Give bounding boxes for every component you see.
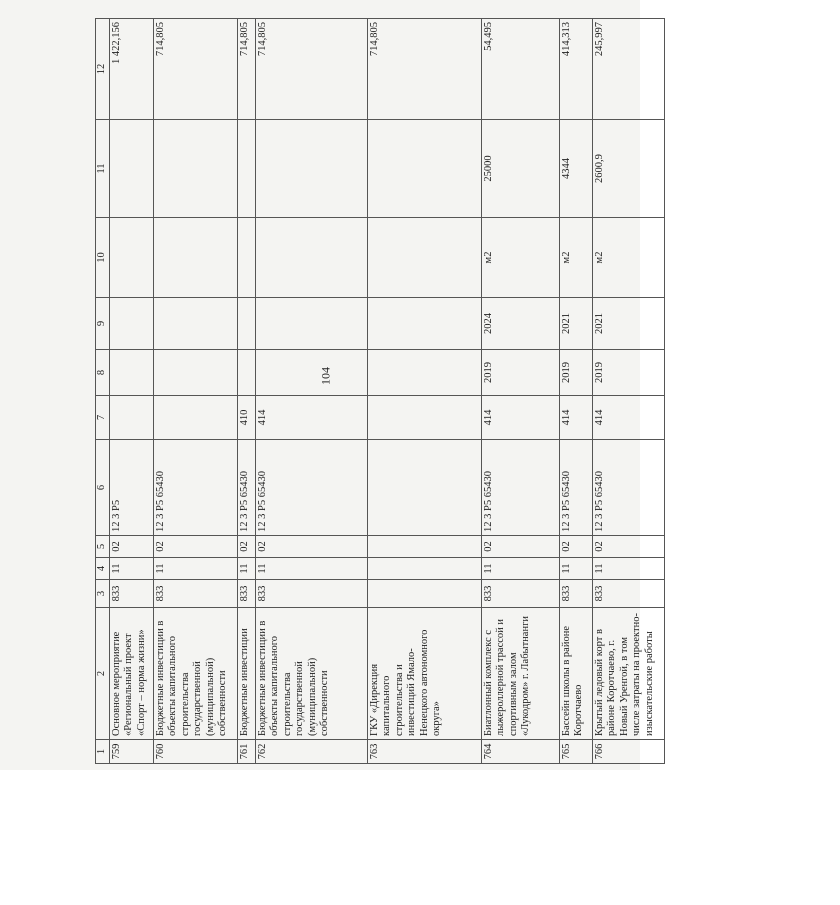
column-header: 1 xyxy=(96,740,110,764)
table-cell xyxy=(109,218,153,298)
column-header: 2 xyxy=(96,608,110,740)
table-cell: 2600,9 xyxy=(592,120,664,218)
table-cell xyxy=(153,298,237,350)
column-header: 8 xyxy=(96,350,110,396)
table-row xyxy=(481,19,559,764)
table-row xyxy=(153,19,237,764)
table-cell: 761 xyxy=(237,740,255,764)
column-header: 7 xyxy=(96,396,110,440)
table-cell: Бюджетные инвестиции в объекты капитального строительства государственной (муниципальной) собственности xyxy=(255,608,367,740)
table-cell: 54,495 xyxy=(481,19,559,120)
table-cell: 12 3 P5 65430 xyxy=(255,440,367,536)
table-cell xyxy=(153,218,237,298)
table-row xyxy=(592,19,664,764)
table-cell: 245,997 xyxy=(592,19,664,120)
table-cell: 764 xyxy=(481,740,559,764)
table-cell: 02 xyxy=(255,536,367,558)
column-header: 4 xyxy=(96,558,110,580)
column-header: 12 xyxy=(96,19,110,120)
table-cell xyxy=(367,558,481,580)
table-cell: Крытый ледовый корт в районе Коротчаево, г. Новый Уренгой, в том числе затраты на проектно-изыскательские работы xyxy=(592,608,664,740)
table-cell xyxy=(109,120,153,218)
table-cell: 12 3 P5 65430 xyxy=(481,440,559,536)
table-cell: 12 3 P5 65430 xyxy=(592,440,664,536)
table-cell: 11 xyxy=(559,558,592,580)
table-cell: 410 xyxy=(237,396,255,440)
table-cell: 763 xyxy=(367,740,481,764)
table-cell: 833 xyxy=(592,580,664,608)
table-cell: 11 xyxy=(109,558,153,580)
table-cell: 12 3 P5 65430 xyxy=(153,440,237,536)
table-cell: 11 xyxy=(592,558,664,580)
table-cell xyxy=(367,298,481,350)
table-cell xyxy=(153,396,237,440)
table-row xyxy=(255,19,367,764)
table-cell xyxy=(109,298,153,350)
table-cell: 11 xyxy=(481,558,559,580)
table-cell: 833 xyxy=(559,580,592,608)
table-cell: 02 xyxy=(109,536,153,558)
table-cell: 762 xyxy=(255,740,367,764)
table-cell: 11 xyxy=(255,558,367,580)
table-cell: м2 xyxy=(559,218,592,298)
table-cell xyxy=(255,298,367,350)
table-cell: 414 xyxy=(481,396,559,440)
table-cell: Бюджетные инвестиции xyxy=(237,608,255,740)
table-cell: Бассейн школы в районе Коротчаево xyxy=(559,608,592,740)
table-cell: м2 xyxy=(481,218,559,298)
table-row xyxy=(559,19,592,764)
column-header: 9 xyxy=(96,298,110,350)
table-cell: 12 3 P5 65430 xyxy=(559,440,592,536)
table-cell: 1 422,156 xyxy=(109,19,153,120)
table-cell: Бюджетные инвестиции в объекты капитального строительства государственной (муниципальной) собственности xyxy=(153,608,237,740)
table-cell xyxy=(367,440,481,536)
table-cell xyxy=(237,218,255,298)
table-cell: 833 xyxy=(153,580,237,608)
table-cell: 2021 xyxy=(592,298,664,350)
table-cell xyxy=(255,350,367,396)
table-row xyxy=(109,19,153,764)
table-cell: 833 xyxy=(481,580,559,608)
table-cell xyxy=(255,120,367,218)
table-cell: ГКУ «Дирекция капитального строительства и инвестиций Ямало-Ненецкого автономного округа» xyxy=(367,608,481,740)
table-cell: 2019 xyxy=(481,350,559,396)
table-cell: 765 xyxy=(559,740,592,764)
table-cell xyxy=(367,218,481,298)
table-cell: 2019 xyxy=(592,350,664,396)
table-row xyxy=(367,19,481,764)
table-cell: 02 xyxy=(481,536,559,558)
table-cell: 02 xyxy=(559,536,592,558)
table-cell: 760 xyxy=(153,740,237,764)
table-cell xyxy=(367,580,481,608)
budget-table xyxy=(95,18,665,764)
table-cell: м2 xyxy=(592,218,664,298)
table-cell: 714,805 xyxy=(153,19,237,120)
table-cell: 02 xyxy=(237,536,255,558)
table-row xyxy=(237,19,255,764)
table-cell: 414 xyxy=(559,396,592,440)
column-header: 10 xyxy=(96,218,110,298)
table-cell xyxy=(109,396,153,440)
table-cell: 414,313 xyxy=(559,19,592,120)
table-cell: 11 xyxy=(153,558,237,580)
table-cell: 2024 xyxy=(481,298,559,350)
table-cell xyxy=(237,298,255,350)
table-cell: 02 xyxy=(153,536,237,558)
table-cell: 12 3 P5 65430 xyxy=(237,440,255,536)
table-cell xyxy=(109,350,153,396)
table-cell: 2021 xyxy=(559,298,592,350)
table-cell xyxy=(237,120,255,218)
table-cell: 12 3 P5 xyxy=(109,440,153,536)
table-cell: 766 xyxy=(592,740,664,764)
table-cell: 714,805 xyxy=(237,19,255,120)
table-cell: 414 xyxy=(255,396,367,440)
table-cell: 11 xyxy=(237,558,255,580)
column-header: 5 xyxy=(96,536,110,558)
table-cell: Основное мероприятие «Региональный проект «Спорт – норма жизни» xyxy=(109,608,153,740)
table-cell xyxy=(255,218,367,298)
table-cell: 25000 xyxy=(481,120,559,218)
page-number: 104 xyxy=(318,367,333,385)
table-cell xyxy=(367,350,481,396)
table-cell: 714,805 xyxy=(367,19,481,120)
column-header: 3 xyxy=(96,580,110,608)
table-cell xyxy=(153,350,237,396)
table-cell: 714,805 xyxy=(255,19,367,120)
table-cell: 833 xyxy=(109,580,153,608)
table-cell: 02 xyxy=(592,536,664,558)
table-cell: 4344 xyxy=(559,120,592,218)
table-cell xyxy=(153,120,237,218)
table-cell xyxy=(367,396,481,440)
table-cell: Биатлонный комплекс с лыжероллерной трассой и спортивным залом «Лукодром» г. Лабытнанги xyxy=(481,608,559,740)
table-cell: 833 xyxy=(255,580,367,608)
column-header: 11 xyxy=(96,120,110,218)
table-header-row xyxy=(96,19,110,764)
table-cell xyxy=(237,350,255,396)
table-cell: 833 xyxy=(237,580,255,608)
table-cell: 414 xyxy=(592,396,664,440)
table-cell: 759 xyxy=(109,740,153,764)
table-cell: 2019 xyxy=(559,350,592,396)
table-cell xyxy=(367,536,481,558)
column-header: 6 xyxy=(96,440,110,536)
table-cell xyxy=(367,120,481,218)
